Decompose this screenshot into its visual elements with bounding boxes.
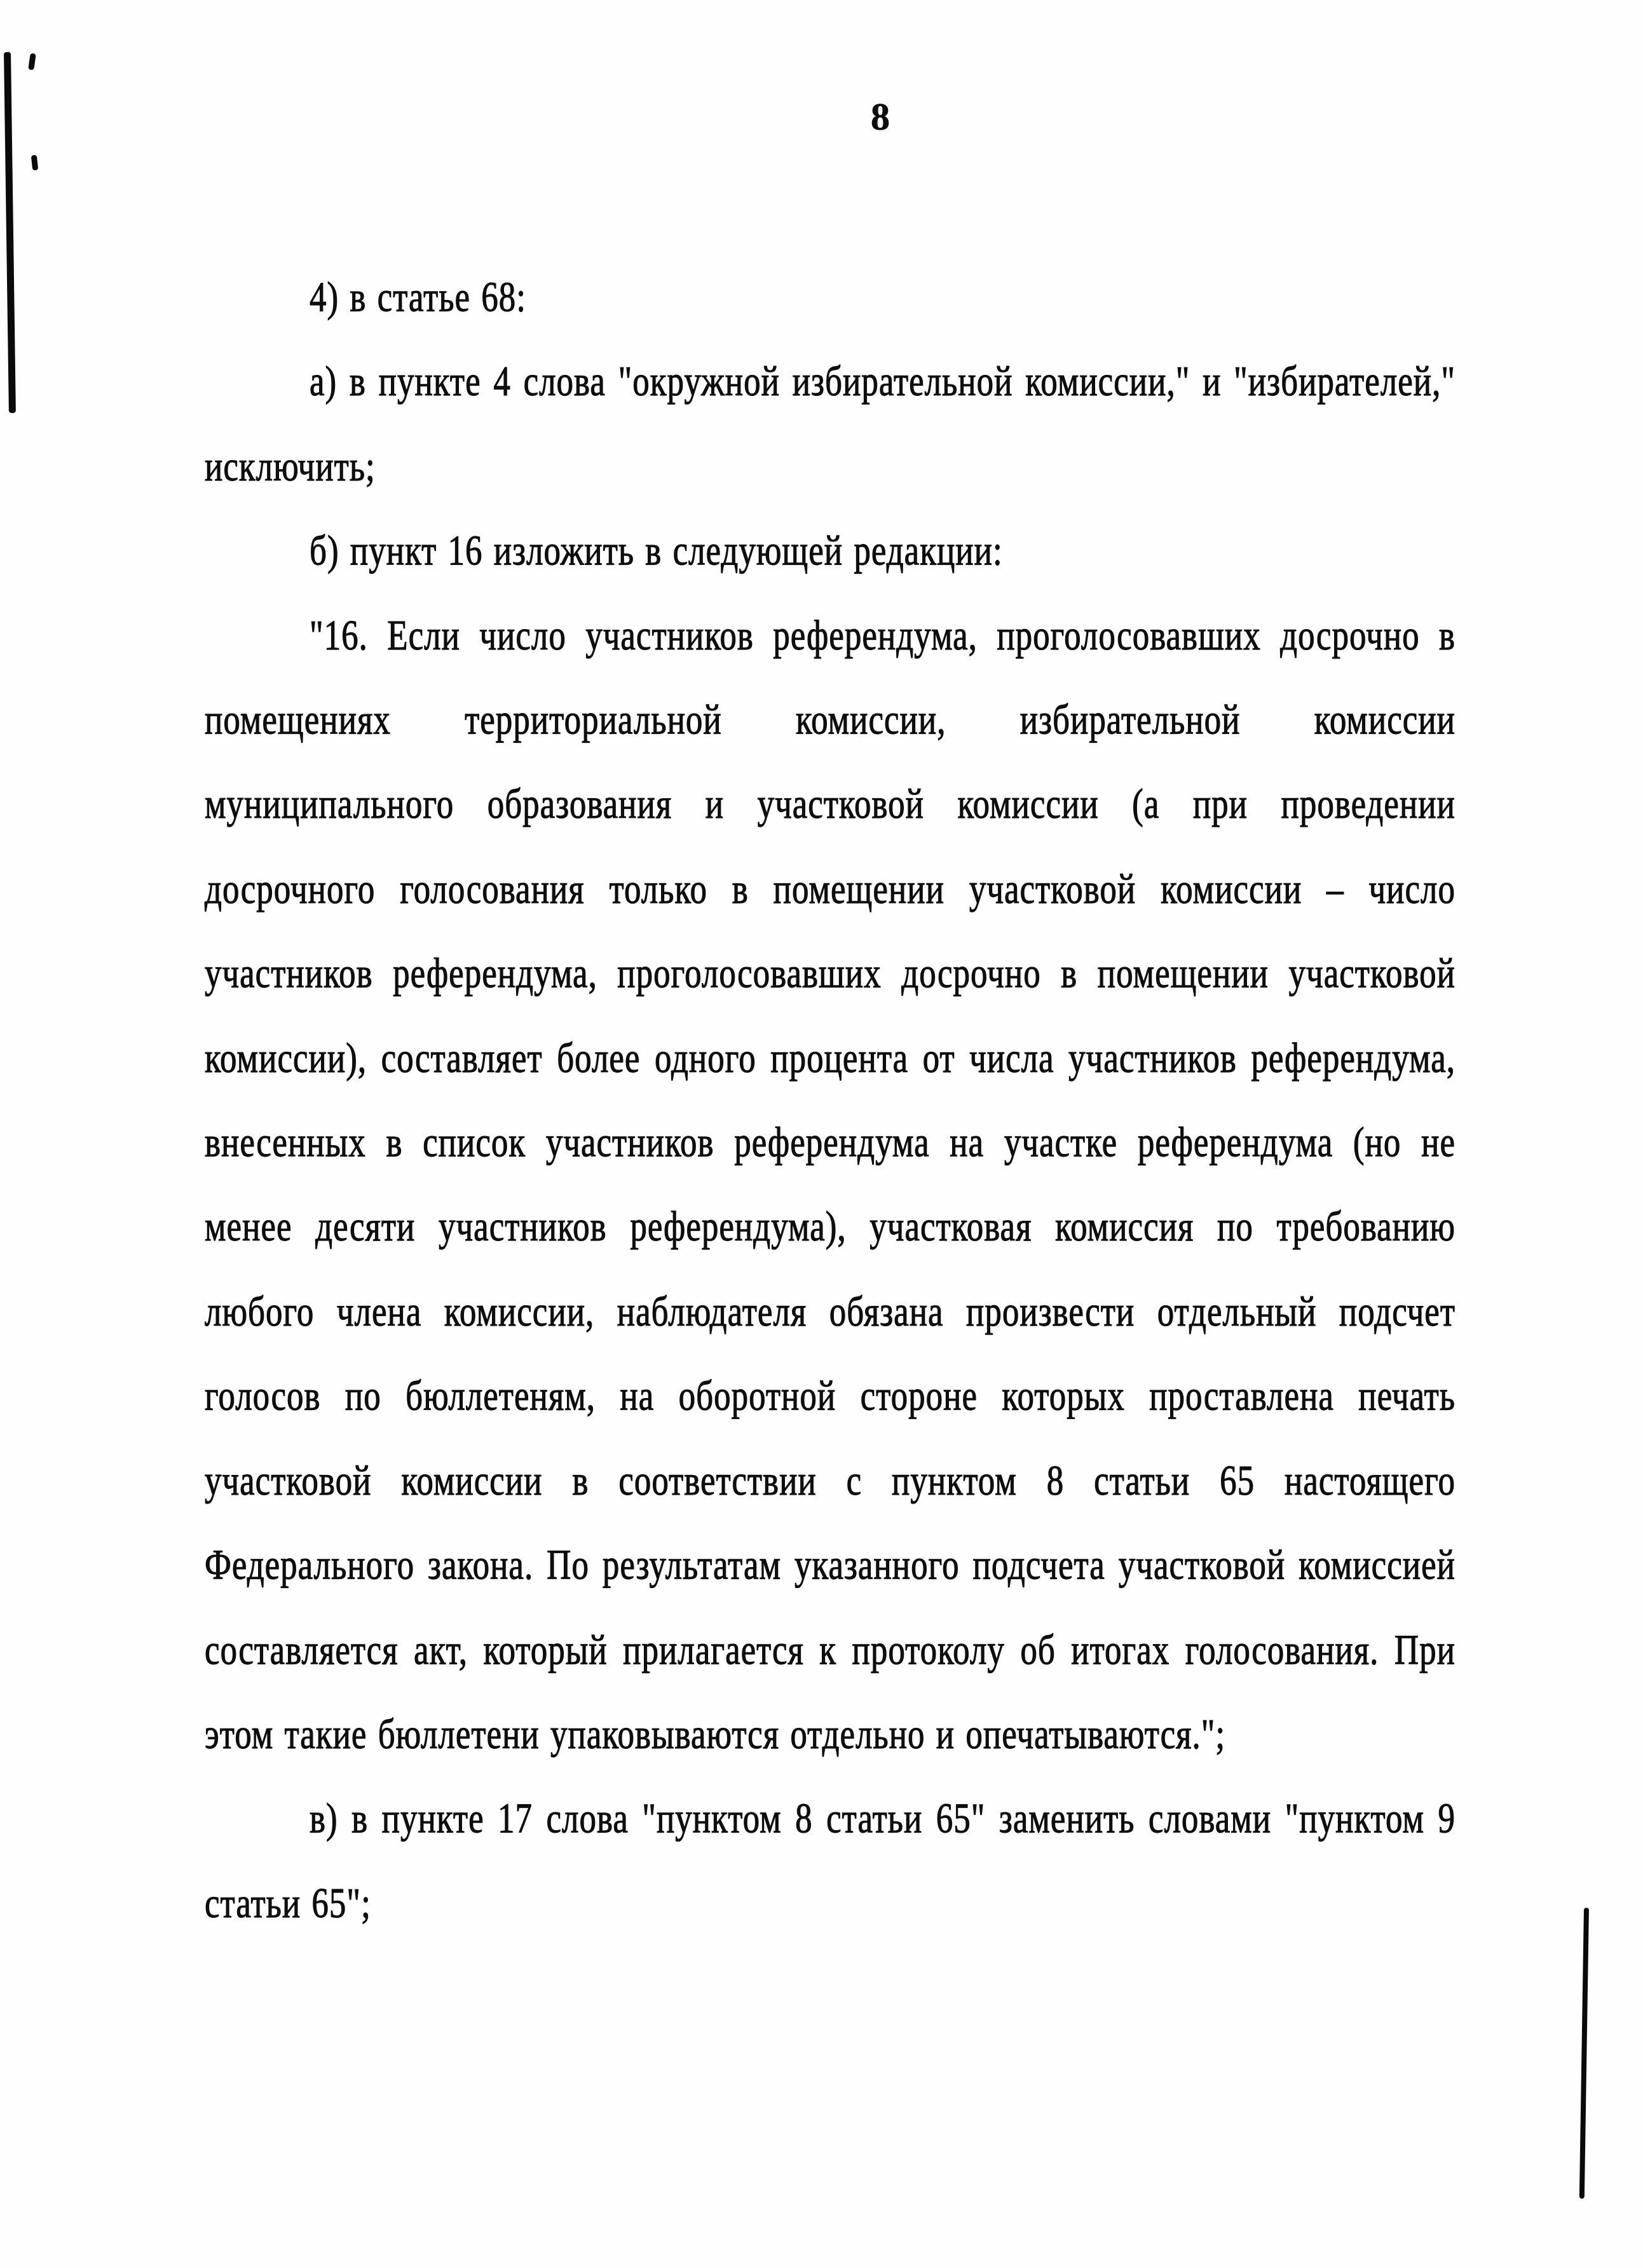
scan-artifact-speck-lower xyxy=(31,155,38,171)
paragraph-subitem-4: 4) в статье 68: xyxy=(310,275,526,321)
page-number: 8 xyxy=(871,96,890,138)
paragraph-subitem-4v: в) в пункте 17 слова "пунктом 8 статьи 65" заменить словами "пунктом 9 статьи 65"; xyxy=(205,1796,1456,1927)
paragraph-subitem-4b: б) пункт 16 изложить в следующей редакции: xyxy=(310,528,1003,574)
scan-artifact-left-line xyxy=(4,52,16,413)
paragraph-subitem-4a: а) в пункте 4 слова "окружной избирательной комиссии," и "избирателей," исключить; xyxy=(205,359,1456,490)
document-body xyxy=(205,255,1456,1946)
paragraph-point-16-new-wording: "16. Если число участников референдума, проголосовавших досрочно в помещениях территориальной комиссии, избирательной комиссии муниципального образования и участковой комиссии (а при проведении досрочного голосования только в помещении участковой комиссии – число участников референдума, проголосовавших досрочно в помещении участковой комиссии), составляет более одного процента от числа участников референдума, внесенных в список участников референдума на участке референдума (но не менее десяти участников референдума), участковая комиссия по требованию любого члена комиссии, наблюдателя обязана произвести отдельный подсчет голосов по бюллетеням, на оборотной стороне которых проставлена печать участковой комиссии в соответствии с пунктом 8 статьи 65 настоящего Федерального закона. По результатам указанного подсчета участковой комиссией составляется акт, который прилагается к протоколу об итогах голосования. При этом такие бюллетени упаковываются отдельно и опечатываются."; xyxy=(205,613,1456,1758)
scan-artifact-right-line xyxy=(1579,1908,1589,2199)
scan-artifact-speck-upper xyxy=(28,53,36,71)
